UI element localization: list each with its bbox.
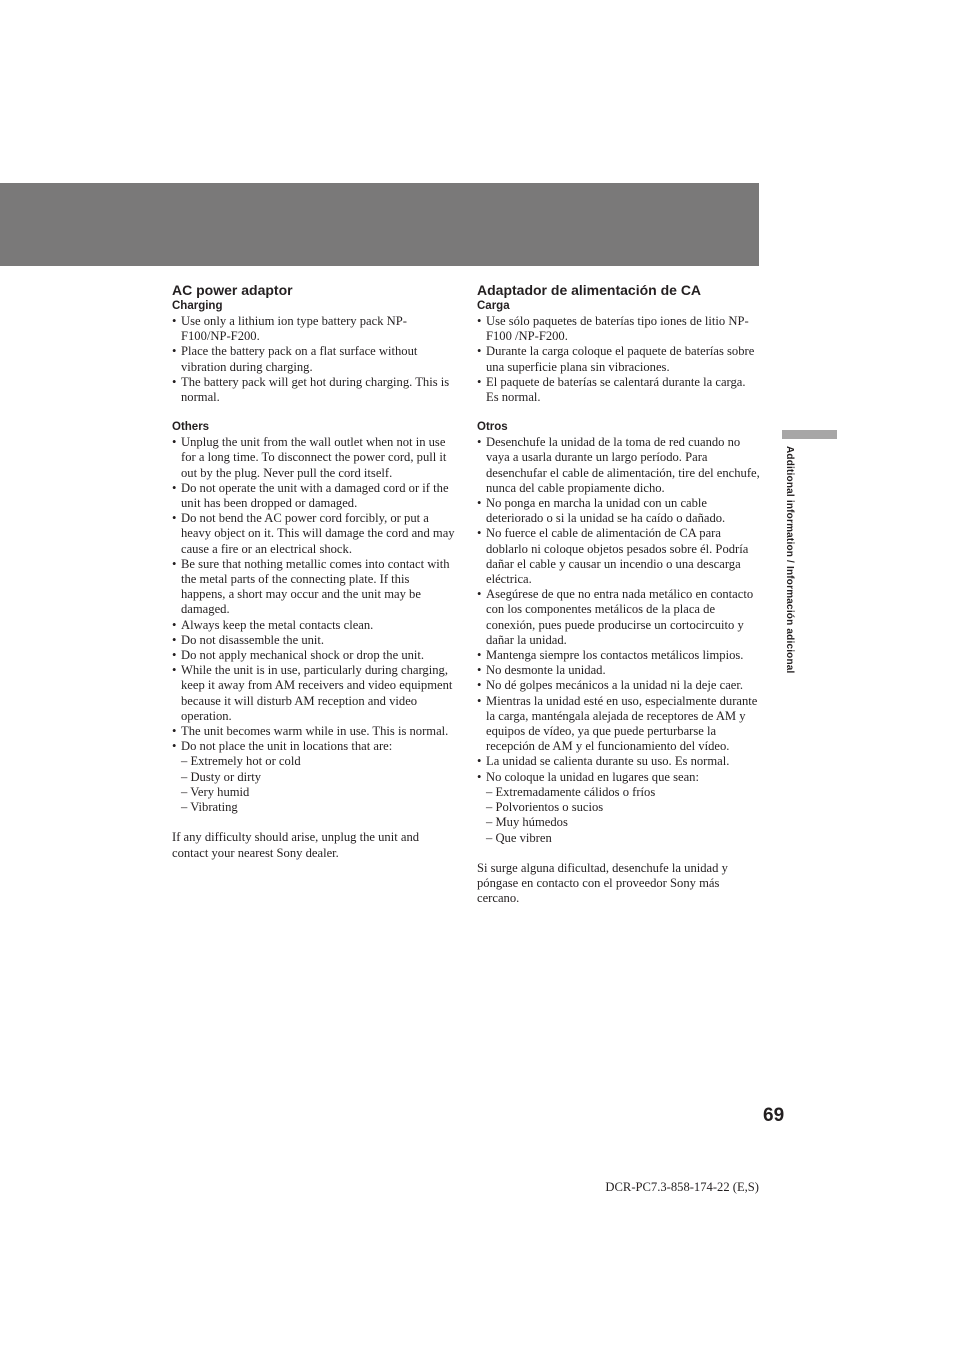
location-item: – Extremely hot or cold bbox=[181, 754, 301, 769]
spanish-column bbox=[477, 281, 761, 906]
charging-heading: Charging bbox=[172, 300, 223, 312]
section-title: Adaptador de alimentación de CA bbox=[477, 282, 702, 298]
list-item: • Durante la carga coloque el paquete de baterías sobre una superficie plana sin vibraciones. bbox=[477, 344, 761, 374]
charging-list bbox=[477, 314, 761, 405]
location-item: – Polvorientos o sucios bbox=[486, 800, 604, 815]
location-item: – Vibrating bbox=[181, 800, 238, 815]
list-item: • No fuerce el cable de alimentación de CA para doblarlo ni coloque objetos pesados sobre él. Podría dañar el cable y causar un incendio o una descarga eléctrica. bbox=[477, 526, 761, 587]
list-item: • Do not bend the AC power cord forcibly, or put a heavy object on it. This will damage the cord and may cause a fire or an electrical shock. bbox=[172, 511, 456, 557]
list-item: • Do not apply mechanical shock or drop the unit. bbox=[172, 648, 456, 663]
list-item: • Use sólo paquetes de baterías tipo iones de litio NP-F100 /NP-F200. bbox=[477, 314, 761, 344]
others-list bbox=[172, 435, 456, 754]
location-item: – Extremadamente cálidos o fríos bbox=[486, 784, 656, 799]
others-heading: Otros bbox=[477, 421, 508, 434]
side-tab-label: Additional information / Información adicional bbox=[784, 446, 795, 674]
location-item: – Dusty or dirty bbox=[181, 769, 262, 784]
others-list bbox=[477, 435, 761, 785]
list-item: • Do not place the unit in locations that are: bbox=[172, 739, 456, 754]
location-item: – Muy húmedos bbox=[486, 815, 568, 830]
list-item: • Mientras la unidad esté en uso, especialmente durante la carga, manténgala alejada de receptores de AM y equipos de vídeo, ya que puede perturbarse la recepción de AM y el funcionamiento del vídeo. bbox=[477, 694, 761, 755]
side-tab-bar bbox=[782, 430, 837, 439]
closing-note: If any difficulty should arise, unplug the unit and contact your nearest Sony dealer. bbox=[172, 830, 420, 860]
list-item: • No dé golpes mecánicos a la unidad ni la deje caer. bbox=[477, 678, 761, 693]
list-item: • No ponga en marcha la unidad con un cable deteriorado o si la unidad se ha caído o dañado. bbox=[477, 496, 761, 526]
list-item: • Place the battery pack on a flat surface without vibration during charging. bbox=[172, 344, 456, 374]
list-item: • Be sure that nothing metallic comes into contact with the metal parts of the connecting plate. If this happens, a short may occur and the unit may be damaged. bbox=[172, 557, 456, 618]
list-item: • Mantenga siempre los contactos metálicos limpios. bbox=[477, 648, 761, 663]
others-heading: Others bbox=[172, 421, 210, 434]
list-item: • The battery pack will get hot during charging. This is normal. bbox=[172, 375, 456, 405]
list-item: • Do not disassemble the unit. bbox=[172, 633, 456, 648]
header-banner bbox=[0, 183, 759, 266]
list-item: • Desenchufe la unidad de la toma de red cuando no vaya a usarla durante un largo período. Para desenchufar el cable de alimentación, tire del enchufe, nunca del cable propiamente dicho. bbox=[477, 435, 761, 496]
list-item: • While the unit is in use, particularly during charging, keep it away from AM receivers and video equipment because it will disturb AM reception and video operation. bbox=[172, 663, 456, 724]
list-item: • No desmonte la unidad. bbox=[477, 663, 761, 678]
list-item: • Asegúrese de que no entra nada metálico en contacto con los componentes metálicos de la placa de conexión, pues puede producirse un cortocircuito y dañar la unidad. bbox=[477, 587, 761, 648]
location-item: – Very humid bbox=[181, 784, 250, 799]
list-item: • No coloque la unidad en lugares que sean: bbox=[477, 770, 761, 785]
footer-model-code: DCR-PC7.3-858-174-22 (E,S) bbox=[605, 1180, 759, 1194]
charging-list bbox=[172, 314, 456, 405]
page-number: 69 bbox=[763, 1105, 785, 1126]
english-column bbox=[172, 281, 456, 861]
list-item: • Use only a lithium ion type battery pack NP-F100/NP-F200. bbox=[172, 314, 456, 344]
list-item: • Always keep the metal contacts clean. bbox=[172, 618, 456, 633]
location-item: – Que vibren bbox=[486, 830, 552, 845]
list-item: • La unidad se calienta durante su uso. Es normal. bbox=[477, 754, 761, 769]
charging-heading: Carga bbox=[477, 300, 510, 312]
list-item: • Unplug the unit from the wall outlet when not in use for a long time. To disconnect the power cord, pull it out by the plug. Never pull the cord itself. bbox=[172, 435, 456, 481]
list-item: • El paquete de baterías se calentará durante la carga. Es normal. bbox=[477, 375, 761, 405]
section-title: AC power adaptor bbox=[172, 282, 293, 298]
list-item: • Do not operate the unit with a damaged cord or if the unit has been dropped or damaged. bbox=[172, 481, 456, 511]
list-item: • The unit becomes warm while in use. This is normal. bbox=[172, 724, 456, 739]
closing-note: Si surge alguna dificultad, desenchufe la unidad y póngase en contacto con el proveedor Sony más cercano. bbox=[477, 860, 728, 906]
